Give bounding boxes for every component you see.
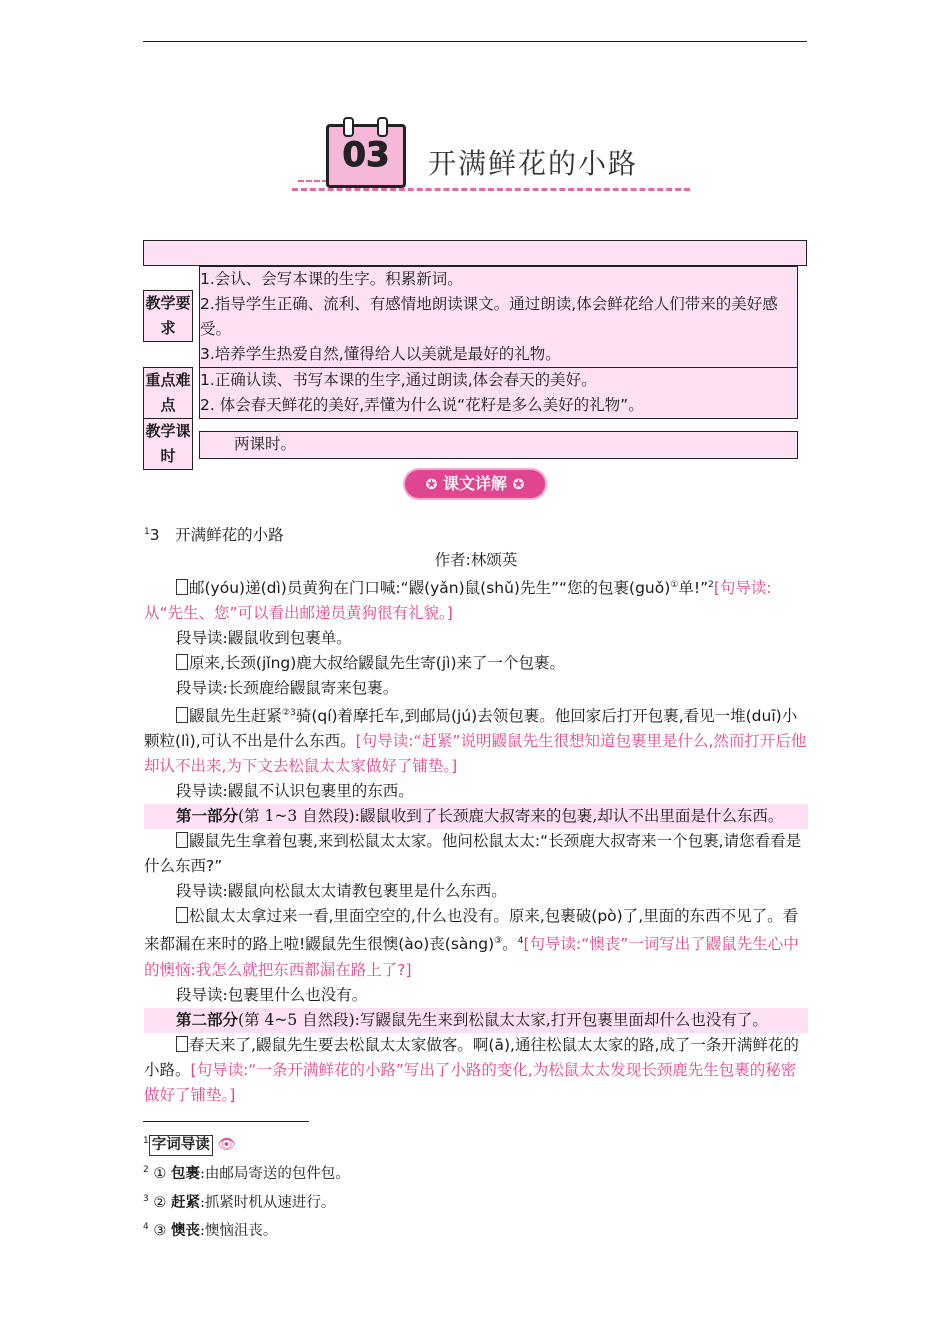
paragraph-3 [144, 701, 808, 779]
footnote-1 [143, 1129, 807, 1158]
key-points-label: 重点难点 [143, 367, 193, 419]
sentence-guide: [句导读:从“先生、您”可以看出邮递员黄狗很有礼貌。] [144, 579, 772, 623]
paragraph-mark-icon [176, 579, 188, 595]
footnote-ref: 1 [144, 527, 150, 537]
paragraph-text: 单!” [678, 579, 709, 598]
class-hours-label: 教学课时 [143, 418, 193, 470]
eye-icon: 👁 [217, 1136, 236, 1153]
footnote-rule [143, 1121, 309, 1122]
calendar-ring-icon [343, 117, 354, 137]
footnotes [143, 1129, 807, 1244]
key-point-item: 2. 体会春天鲜花的美好,弄懂为什么说“花籽是多么美好的礼物”。 [200, 396, 644, 414]
requirement-item: 3.培养学生热爱自然,懂得给人以美就是最好的礼物。 [200, 345, 561, 363]
footnote-term: 赶紧 [170, 1194, 200, 1211]
calendar-ring-icon [377, 117, 388, 137]
footnote-2 [143, 1158, 807, 1187]
key-point-item: 1.正确认读、书写本课的生字,通过朗读,体会春天的美好。 [200, 371, 597, 389]
paragraph-text: 骑(qí)着摩托车,到邮局(jú)去领包裹。他回家后打开包裹,看见一堆(duī)小颗粒(lì),可认不出是什么东西。 [144, 707, 798, 751]
footnote-ref: ① [670, 580, 679, 591]
requirement-item: 1.会认、会写本课的生字。积累新词。 [200, 270, 463, 288]
paragraph-text: 春天来了,鼹鼠先生要去松鼠太太家做客。啊(ā),通往松鼠太太家的路,成了一条开满鲜花的小路。 [144, 1035, 799, 1079]
sentence-guide: [句导读:“赶紧”说明鼹鼠先生很想知道包裹里是什么,然而打开后他却认不出来,为下文去松鼠太太家做好了铺垫。] [144, 732, 807, 776]
footnote-4 [143, 1215, 807, 1244]
footnote-def: :抓紧时机从速进行。 [199, 1194, 336, 1211]
text-heading-label: 3 开满鲜花的小路 [149, 526, 284, 545]
part-text: (第 4~5 自然段):写鼹鼠先生来到松鼠太太家,打开包裹里面却什么也没有了。 [238, 1010, 768, 1029]
part-text: (第 1~3 自然段):鼹鼠收到了长颈鹿大叔寄来的包裹,却认不出里面是什么东西。 [238, 807, 784, 826]
part-summary-1 [144, 804, 808, 829]
paragraph-guide: 段导读:包裹里什么也没有。 [176, 985, 368, 1004]
part-summary-2 [144, 1008, 808, 1033]
paragraph-guide: 段导读:鼹鼠向松鼠太太请教包裹里是什么东西。 [176, 882, 507, 901]
part-label: 第二部分 [176, 1010, 239, 1029]
footnote-mark: 1 [143, 1136, 149, 1146]
part-label: 第一部分 [176, 807, 239, 826]
paragraph-guide: 段导读:鼹鼠收到包裹单。 [176, 629, 352, 648]
goals-table-header [143, 240, 807, 266]
paragraph-mark-icon [176, 654, 188, 670]
paragraph-1 [144, 573, 808, 626]
paragraph-text: 鼹鼠先生赶紧 [189, 707, 283, 726]
footnote-ref: ③ [494, 936, 503, 947]
star-icon: ✪ [425, 477, 438, 493]
lesson-number: 03 [342, 135, 390, 175]
paragraph-text: 邮(yóu)递(dì)员黄狗在门口喊:“鼹(yǎn)鼠(shǔ)先生”“您的包裹(guǒ) [189, 579, 671, 598]
sentence-guide: [句导读:“一条开满鲜花的小路”写出了小路的变化,为松鼠太太发现长颈鹿先生包裹的秘密做好了铺垫。] [144, 1060, 797, 1104]
footnote-3 [143, 1187, 807, 1216]
footnote-ref: 2 [708, 580, 714, 591]
text-heading [144, 520, 808, 548]
paragraph-6 [144, 1033, 808, 1108]
paragraph-5 [144, 904, 808, 982]
top-rule [143, 41, 807, 42]
author: 作者:林颂英 [434, 551, 518, 570]
header-dash-left [298, 180, 328, 182]
teaching-requirements-label: 教学要求 [143, 290, 193, 342]
footnote-mark: 2 [143, 1164, 149, 1175]
paragraph-mark-icon [176, 907, 188, 923]
header-dash-underline [292, 188, 690, 191]
footnote-mark: 3 [143, 1193, 149, 1204]
teaching-requirements-content [199, 266, 798, 368]
lesson-title: 开满鲜花的小路 [428, 147, 639, 180]
footnote-num: ③ [153, 1223, 167, 1240]
key-points-content [199, 367, 798, 419]
paragraph-2 [144, 651, 808, 676]
section-banner-label: 课文详解 [442, 474, 507, 493]
paragraph-text: 原来,长颈(jǐng)鹿大叔给鼹鼠先生寄(jì)来了一个包裹。 [189, 654, 566, 673]
footnote-num: ① [153, 1165, 167, 1182]
footnote-def: :懊恼沮丧。 [199, 1223, 278, 1240]
footnote-term: 懊丧 [170, 1223, 200, 1240]
word-guide-label: 字词导读 [149, 1135, 213, 1156]
footnote-ref: 4 [517, 936, 524, 947]
paragraph-text: 鼹鼠先生拿着包裹,来到松鼠太太家。他问松鼠太太:“长颈鹿大叔寄来一个包裹,请您看看是什么东西?” [144, 832, 802, 876]
paragraph-guide: 段导读:长颈鹿给鼹鼠寄来包裹。 [176, 679, 399, 698]
class-hours-value: 两课时。 [234, 435, 297, 453]
footnote-ref: ②3 [282, 708, 296, 719]
lesson-text [144, 520, 808, 1108]
star-icon: ✪ [512, 477, 525, 493]
paragraph-text: 松鼠太太拿过来一看,里面空空的,什么也没有。原来,包裹破(pò)了,里面的东西不见了。看来都漏在来时的路上啦!鼹鼠先生很懊(ào)丧(sàng) [144, 907, 799, 954]
footnote-mark: 4 [143, 1222, 149, 1233]
paragraph-mark-icon [176, 832, 188, 848]
paragraph-mark-icon [176, 707, 188, 723]
paragraph-guide: 段导读:鼹鼠不认识包裹里的东西。 [176, 782, 414, 801]
section-banner [405, 470, 545, 498]
requirement-item: 2.指导学生正确、流利、有感情地朗读课文。通过朗读,体会鲜花给人们带来的美好感受。 [200, 295, 778, 338]
paragraph-mark-icon [176, 1036, 188, 1052]
lesson-header [290, 110, 690, 200]
footnote-def: :由邮局寄送的包件包。 [199, 1165, 350, 1182]
paragraph-text: 。 [502, 935, 518, 954]
lesson-number-badge [326, 124, 406, 188]
footnote-term: 包裹 [170, 1165, 200, 1182]
paragraph-4 [144, 829, 808, 879]
footnote-num: ② [153, 1194, 167, 1211]
class-hours-content [199, 431, 798, 459]
sentence-guide: [句导读:“懊丧”一词写出了鼹鼠先生心中的懊恼:我怎么就把东西都漏在路上了?] [144, 935, 799, 979]
